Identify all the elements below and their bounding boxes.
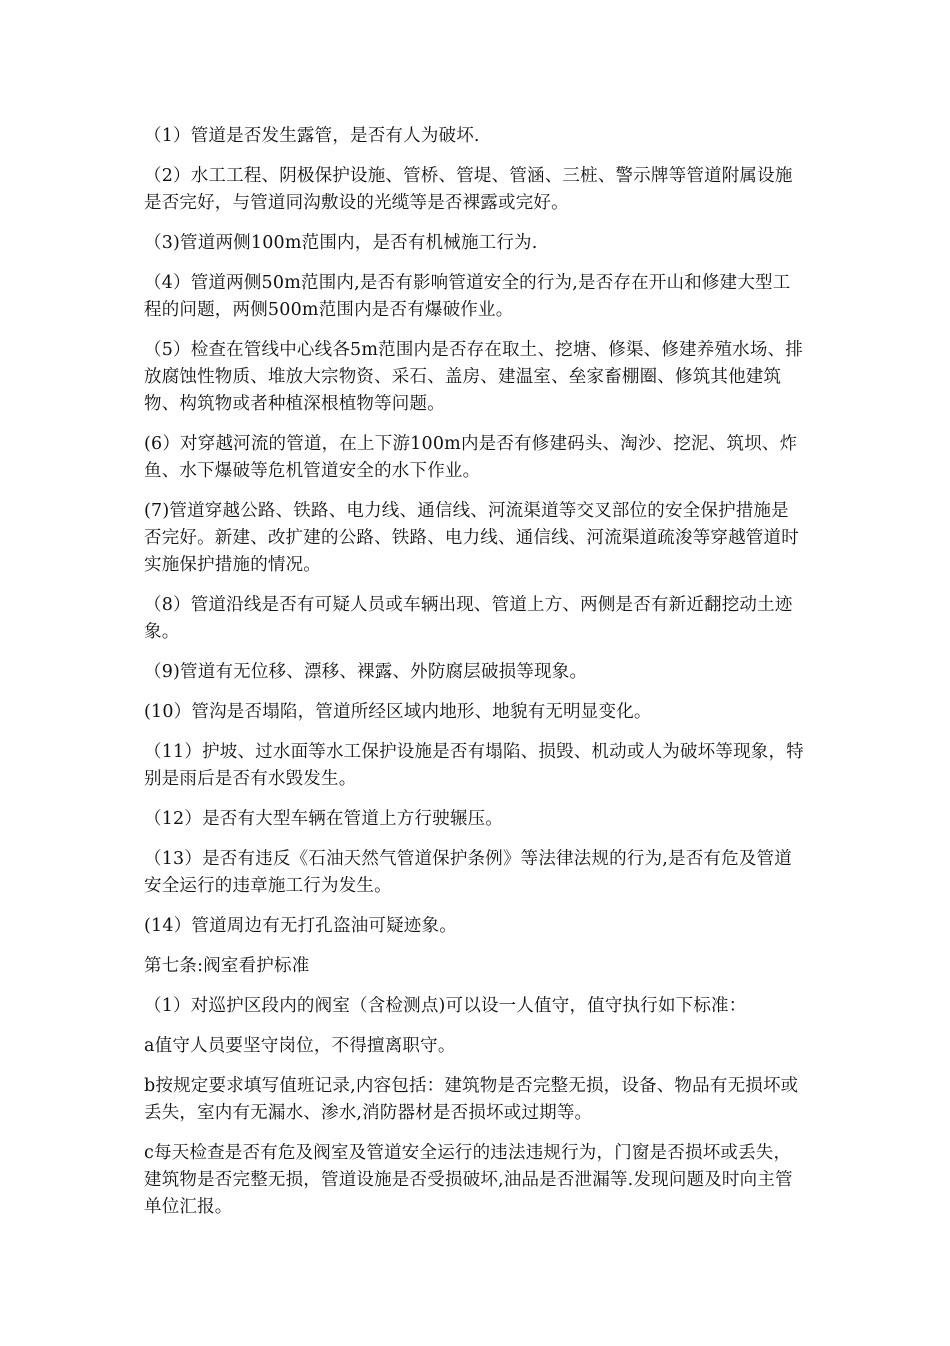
paragraph-item-5: （5）检查在管线中心线各5m范围内是否存在取土、挖塘、修渠、修建养殖水场、排放腐蚀性物质、堆放大宗物资、采石、盖房、建温室、垒家畜棚圈、修筑其他建筑物、构筑物或者种植深根植物等问题。 [144,340,803,414]
paragraph-valve-1: （1）对巡护区段内的阀室（含检测点)可以设一人值守，值守执行如下标准： [144,996,747,1016]
paragraph-item-13: （13）是否有违反《石油天然气管道保护条例》等法律法规的行为,是否有危及管道安全运行的违章施工行为发生。 [144,849,792,896]
paragraph-valve-a: a值守人员要坚守岗位，不得擅离职守。 [144,1036,456,1056]
paragraph-item-6: (6）对穿越河流的管道，在上下游100m内是否有修建码头、淘沙、挖泥、筑坝、炸鱼、水下爆破等危机管道安全的水下作业。 [144,434,798,481]
paragraph-item-10: (10）管沟是否塌陷，管道所经区域内地形、地貌有无明显变化。 [144,702,652,722]
paragraph-item-2: （2）水工工程、阴极保护设施、管桥、管堤、管涵、三桩、警示牌等管道附属设施是否完好，与管道同沟敷设的光缆等是否裸露或完好。 [144,166,793,213]
paragraph-item-3: （3)管道两侧100m范围内，是否有机械施工行为. [144,233,538,253]
paragraph-item-7: (7)管道穿越公路、铁路、电力线、通信线、河流渠道等交叉部位的安全保护措施是否完好。新建、改扩建的公路、铁路、电力线、通信线、河流渠道疏浚等穿越管道时实施保护措施的情况。 [144,501,799,575]
paragraph-valve-b: b按规定要求填写值班记录,内容包括：建筑物是否完整无损，设备、物品有无损坏或丢失，室内有无漏水、渗水,消防器材是否损坏或过期等。 [144,1076,799,1123]
section-heading-article-7: 第七条:阀室看护标准 [144,956,310,976]
document-body [144,123,804,1234]
paragraph-valve-c: c每天检查是否有危及阀室及管道安全运行的违法违规行为，门窗是否损坏或丢失，建筑物是否完整无损，管道设施是否受损破坏,油品是否泄漏等.发现问题及时向主管单位汇报。 [144,1143,793,1217]
paragraph-item-11: （11）护坡、过水面等水工保护设施是否有塌陷、损毁、机动或人为破坏等现象，特别是雨后是否有水毁发生。 [144,742,804,789]
paragraph-item-4: （4）管道两侧50m范围内,是否有影响管道安全的行为,是否存在开山和修建大型工程的问题，两侧500m范围内是否有爆破作业。 [144,273,791,320]
paragraph-item-12: （12）是否有大型车辆在管道上方行驶辗压。 [144,809,503,829]
paragraph-item-8: （8）管道沿线是否有可疑人员或车辆出现、管道上方、两侧是否有新近翻挖动土迹象。 [144,595,793,642]
paragraph-item-9: （9)管道有无位移、漂移、裸露、外防腐层破损等现象。 [144,662,588,682]
paragraph-item-1: （1）管道是否发生露管，是否有人为破坏. [144,126,480,146]
paragraph-item-14: (14）管道周边有无打孔盗油可疑迹象。 [144,916,457,936]
